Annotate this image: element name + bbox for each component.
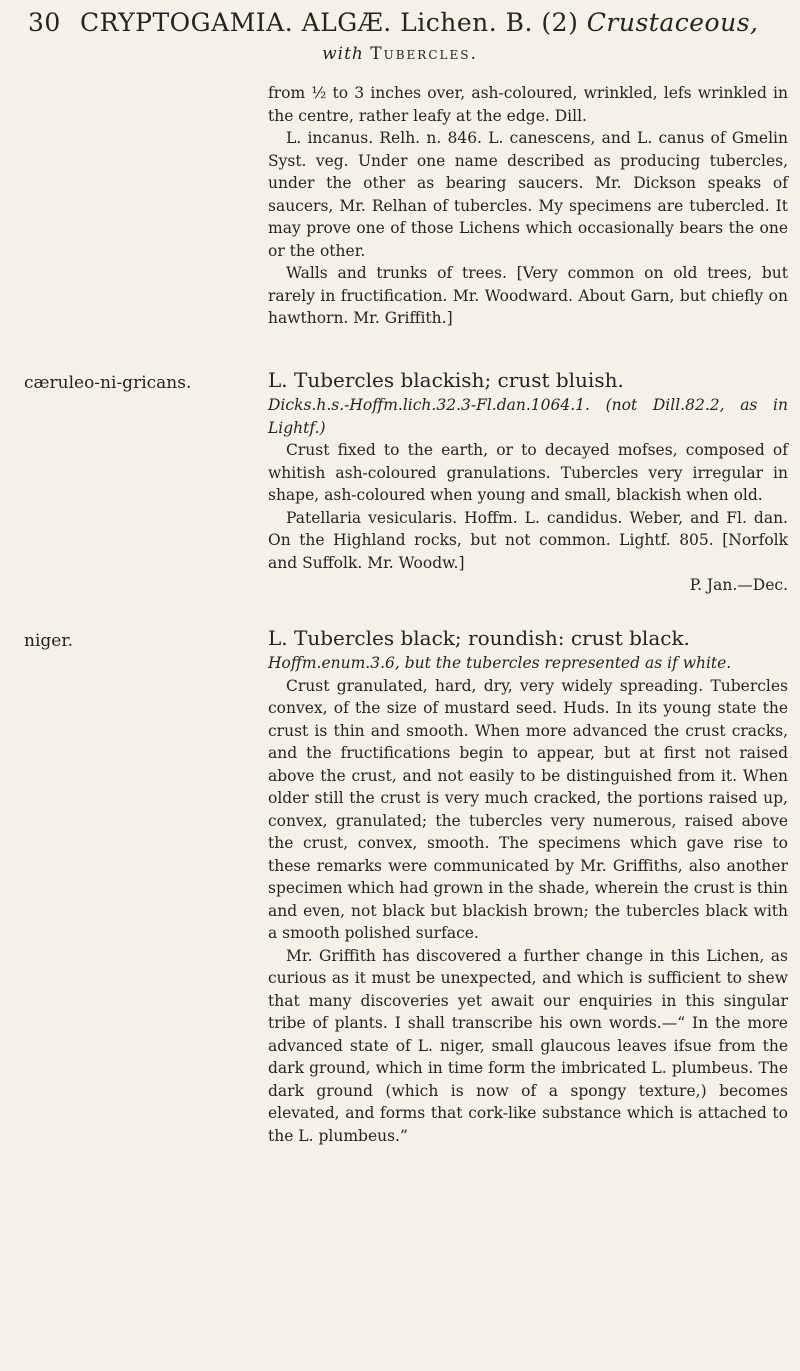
niger-refs: Hoffm.enum.3.6, but the tubercles represented as if white. [268, 654, 732, 672]
caeruleonigricans-season: P. Jan.—Dec. [689, 576, 788, 594]
niger-description: Crust granulated, hard, dry, very widely spreading. Tubercles convex, of the size of mustard seed. Huds. In its young state the crust is thin and smooth. When more advanced the crust cracks, and the fructifications begin to appear, but at first not raised above the crust, and not easily to be distinguished from it. When older still the crust is very much cracked, the portions raised up, convex, granulated; the tubercles very numerous, raised above the crust, convex, smooth. The specimens which gave rise to these remarks were communicated by Mr. Griffiths, also another specimen which had grown in the shade, wherein the crust is thin and even, not black but blackish brown; the tubercles black with a smooth polished surface. [268, 676, 788, 942]
incanus-synonyms: L. incanus. Relh. n. 846. L. canescens, and L. canus of Gmelin Syst. veg. Under one name described as producing tubercles, under the other as bearing saucers. Mr. Dickson speaks of saucers, Mr. Relhan of tubercles. My specimens are tubercled. It may prove one of those Lichens which occasionally bears the one or the other. [268, 129, 788, 260]
entry-niger [268, 624, 788, 1147]
caeruleonigricans-refs: Dicks.h.s.-Hoffm.lich.32.3-Fl.dan.1064.1. (not Dill.82.2, as in Lightf.) [268, 396, 788, 437]
subtitle-caps: Tubercles. [370, 44, 478, 64]
subtitle-italic: with [322, 44, 364, 64]
caeruleonigricans-habitat: Patellaria vesicularis. Hoffm. L. candidus. Weber, and Fl. dan. On the Highland rocks, but not common. Lightf. 805. [Norfolk and Suffolk. Mr. Woodw.] [268, 508, 788, 572]
running-head [28, 8, 788, 37]
section-subtitle [0, 44, 800, 64]
niger-griffith-quote: Mr. Griffith has discovered a further change in this Lichen, as curious as it must be unexpected, and which is sufficient to shew that many discoveries yet await our enquiries in this singular tribe of plants. I shall transcribe his own words.—“ In the more advanced state of L. niger, small glaucous leaves ifsue from the dark ground, which in time form the imbricated L. plumbeus. The dark ground (which is now of a spongy texture,) becomes elevated, and forms that cork-like substance which is attached to the L. plumbeus.” [268, 946, 788, 1145]
incanus-habitat: Walls and trunks of trees. [Very common on old trees, but rarely in fructification. Mr. Woodward. About Garn, but chiefly on hawthorn. Mr. Griffith.] [268, 264, 788, 327]
incanus-description: from ½ to 3 inches over, ash-coloured, wrinkled, lefs wrinkled in the centre, rather leafy at the edge. Dill. [268, 84, 788, 125]
running-title-italic: Crustaceous, [586, 8, 759, 37]
niger-heading: L. Tubercles black; roundish: crust black. [268, 626, 690, 650]
caeruleonigricans-description: Crust fixed to the earth, or to decayed mofses, composed of whitish ash-coloured granulations. Tubercles very irregular in shape, ash-coloured when young and small, blackish when old. [268, 441, 788, 504]
page-number: 30 [28, 8, 61, 37]
entry-caeruleonigricans [268, 366, 788, 597]
margin-name-caeruleonigricans: cæruleo-ni-gricans. [24, 373, 192, 393]
margin-name-niger: niger. [24, 631, 73, 651]
running-title: CRYPTOGAMIA. ALGÆ. Lichen. B. (2) [80, 8, 587, 37]
entry-incanus [268, 82, 788, 330]
caeruleonigricans-heading: L. Tubercles blackish; crust bluish. [268, 368, 624, 392]
